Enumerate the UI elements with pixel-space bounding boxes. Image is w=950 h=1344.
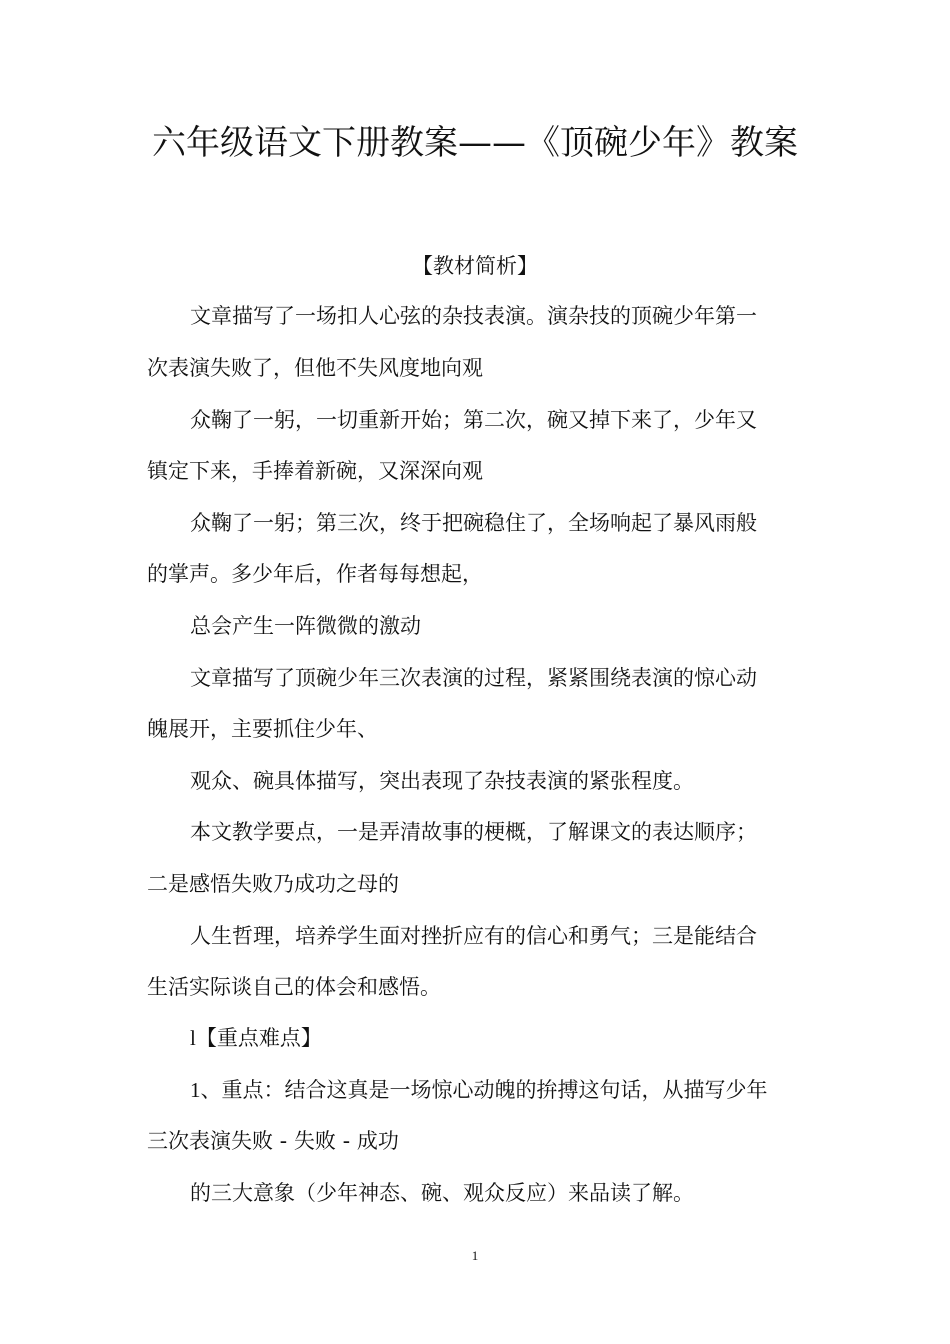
paragraph-line: 人生哲理，培养学生面对挫折应有的信心和勇气；三是能结合 — [190, 924, 757, 948]
paragraph-line: 魄展开，主要抓住少年、 — [147, 717, 378, 741]
point-text: 重点：结合这真是一场惊心动魄的拚搏这句话，从描写少年 — [221, 1078, 768, 1102]
section-heading-text: 【重点难点】 — [195, 1026, 322, 1050]
paragraph-line: 次表演失败了，但他不失风度地向观 — [147, 356, 483, 380]
section-heading-key-points — [190, 1020, 322, 1056]
point-1-continuation: 的三大意象（少年神态、碗、观众反应）来品读了解。 — [190, 1181, 694, 1205]
section-heading-textbook-analysis: 【教材简析】 — [412, 254, 538, 278]
paragraph-line: 文章描写了顶碗少年三次表演的过程，紧紧围绕表演的惊心动 — [190, 666, 757, 690]
point-1-continuation: 三次表演失败 - 失败 - 成功 — [147, 1129, 399, 1153]
paragraph-line: 众鞠了一躬，一切重新开始；第二次，碗又掉下来了，少年又 — [190, 408, 757, 432]
point-number: 1、 — [190, 1078, 222, 1102]
paragraph-line: 本文教学要点，一是弄清故事的梗概，了解课文的表达顺序； — [190, 820, 757, 844]
paragraph-line: 众鞠了一躬；第三次，终于把碗稳住了，全场响起了暴风雨般 — [190, 511, 757, 535]
paragraph-line: 镇定下来，手捧着新碗，又深深向观 — [147, 459, 483, 483]
point-1-line — [190, 1072, 768, 1108]
section-prefix: l — [190, 1026, 196, 1050]
document-title: 六年级语文下册教案——《顶碗少年》教案 — [152, 123, 798, 163]
paragraph-line: 总会产生一阵微微的激动 — [190, 614, 421, 638]
paragraph-line: 文章描写了一场扣人心弦的杂技表演。演杂技的顶碗少年第一 — [190, 304, 757, 328]
page-number: 1 — [471, 1248, 479, 1263]
paragraph-line: 生活实际谈自己的体会和感悟。 — [147, 975, 441, 999]
paragraph-line: 的掌声。多少年后，作者每每想起， — [147, 562, 483, 586]
paragraph-line: 二是感悟失败乃成功之母的 — [147, 872, 399, 896]
paragraph-line: 观众、碗具体描写，突出表现了杂技表演的紧张程度。 — [190, 769, 694, 793]
